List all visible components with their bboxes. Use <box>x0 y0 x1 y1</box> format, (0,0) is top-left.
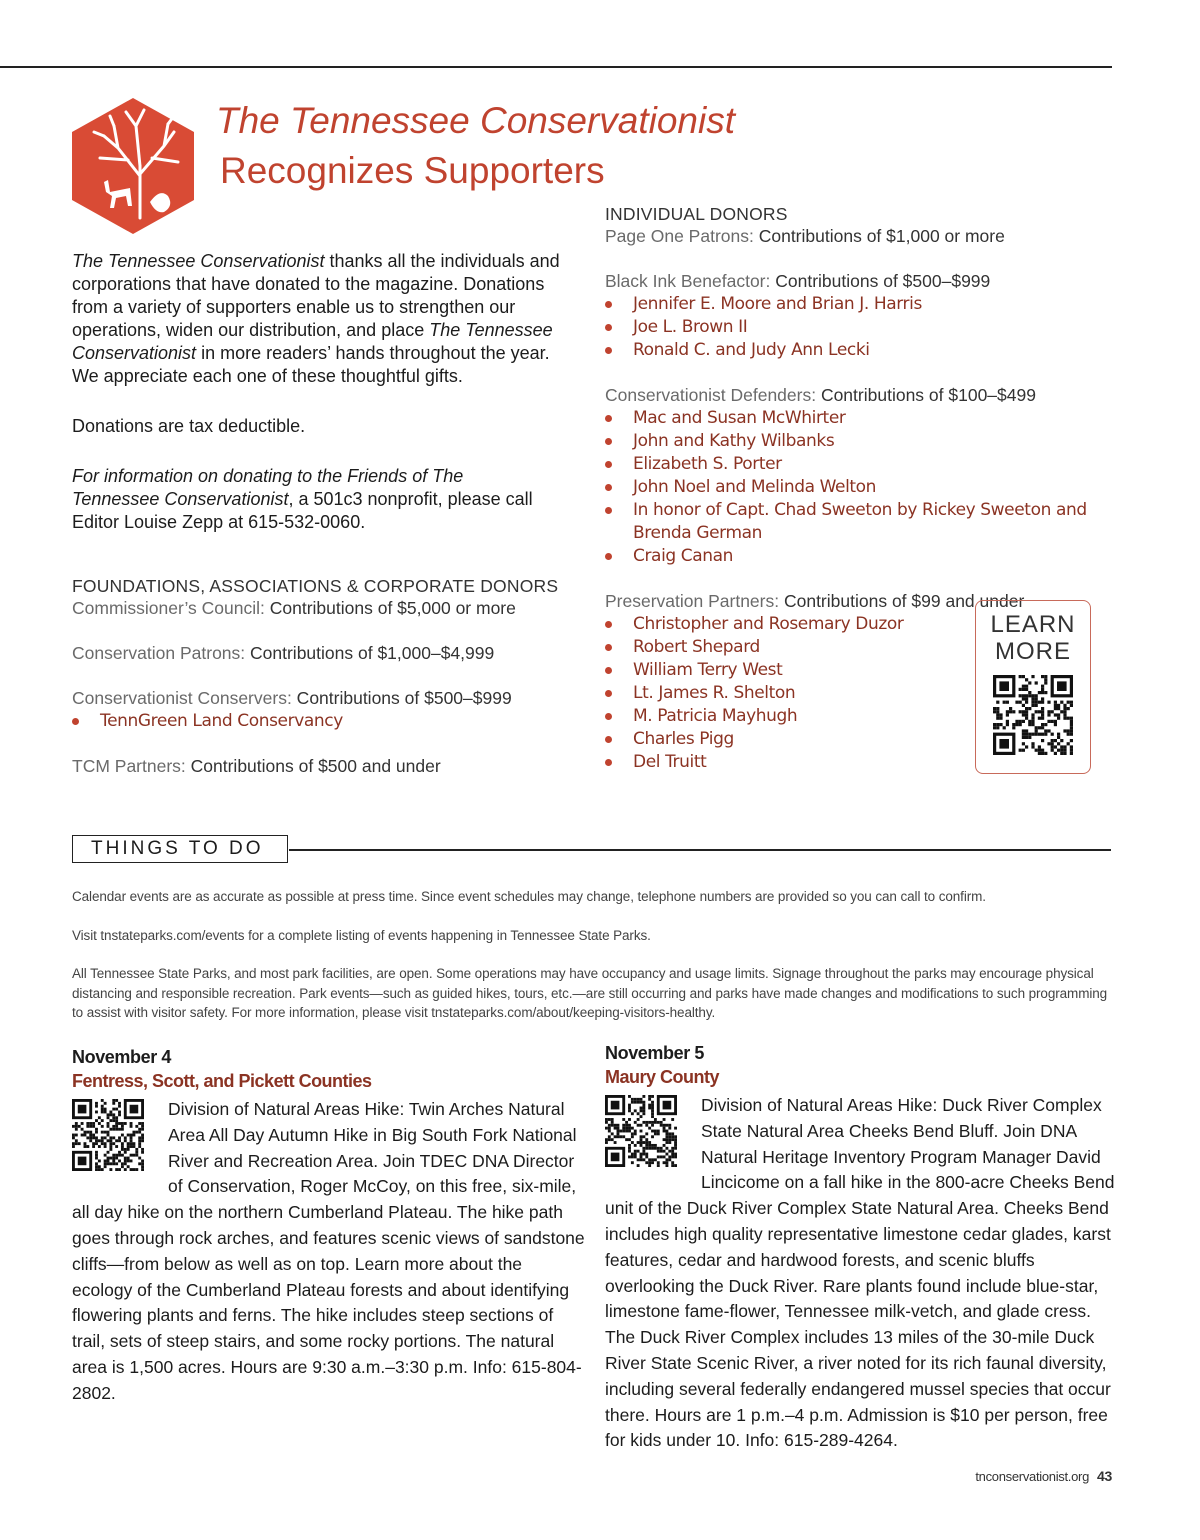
intro-paragraph-1 <box>72 250 567 388</box>
donor-list <box>605 407 1100 568</box>
page-footer <box>940 1468 1112 1484</box>
tier-description: Contributions of $1,000 or more <box>753 226 1005 246</box>
individuals-tier <box>605 270 1100 362</box>
donor-name: Jennifer E. Moore and Brian J. Harris <box>605 293 1100 316</box>
intro-paragraph-3 <box>72 465 567 534</box>
individuals-tier <box>605 384 1100 568</box>
tier-description: Contributions of $99 and under <box>779 591 1025 611</box>
donor-name: Elizabeth S. Porter <box>605 453 1100 476</box>
magazine-name-2: The Tennessee Conservationist <box>72 320 553 363</box>
foundations-tiers <box>72 597 572 778</box>
foundations-tier <box>72 642 572 665</box>
tier-heading <box>72 755 572 778</box>
tier-name: Conservation Patrons: <box>72 643 246 663</box>
donor-name: Mac and Susan McWhirter <box>605 407 1100 430</box>
donor-name: Joe L. Brown II <box>605 316 1100 339</box>
calendar-notes <box>72 887 1112 1042</box>
event-description: Division of Natural Areas Hike: Twin Arches Natural Area All Day Autumn Hike in Big South Fork National River and Recreation Area. Join TDEC DNA Director of Conservation, Roger McCoy, on this free, six-mile, all day hike on the northern Cumberland Plateau. The hike path goes through rock arches, and features scenic views of sandstone cliffs—from below as well as on top. Learn more about the ecology of the Cumberland Plateau forests and about identifying flowering plants and ferns. The hike includes steep sections of trail, sets of steep stairs, and some rocky portions. The natural area is 1,500 acres. Hours are 9:30 a.m.–3:30 p.m. Info: 615-804-2802. <box>72 1099 585 1403</box>
intro-text-end: in more readers’ hands throughout the year. We appreciate each one of these thoughtful gifts. <box>72 343 550 386</box>
donor-name: John Noel and Melinda Welton <box>605 476 1100 499</box>
donor-name: Craig Canan <box>605 545 1100 568</box>
tier-description: Contributions of $5,000 or more <box>264 598 516 618</box>
learn-more-line-2: MORE <box>995 638 1071 665</box>
donor-name: TennGreen Land Conservancy <box>72 710 572 733</box>
footer-site: tnconservationist.org <box>975 1469 1090 1484</box>
things-to-do-heading-box <box>72 835 288 863</box>
tier-heading <box>605 384 1100 407</box>
tier-description: Contributions of $500 and under <box>185 756 441 776</box>
donor-name: M. Patricia Mayhugh <box>605 705 1100 728</box>
learn-more-line-1: LEARN <box>990 611 1076 638</box>
top-rule <box>0 66 1112 68</box>
tier-name: Conservationist Conservers: <box>72 688 292 708</box>
event-description: Division of Natural Areas Hike: Duck River Complex State Natural Area Cheeks Bend Bluff. Join DNA Natural Heritage Inventory Program Manager David Lincicome on a fall hike in the 800-acre Cheeks Bend unit of the Duck River Complex State Natural Area. Cheeks Bend includes high quality representative limestone cedar glades, karst features, cedar and hardwood forests, and scenic bluffs overlooking the Duck River. Rare plants found include blue-star, limestone fame-flower, Tennessee milk-vetch, and glade cress. The Duck River Complex includes 13 miles of the 30-mile Duck River State Scenic River, a river noted for its rich faunal diversity, including several federally endangered mussel species that occur there. Hours are 1 p.m.–4 p.m. Admission is $10 per person, free for kids under 10. Info: 615-289-4264. <box>605 1095 1115 1451</box>
intro-text-span: thanks all the individuals and corporations that have donated to the magazine. Donations from a variety of supporters enable us to strengthen our operations, widen our distribution, and place <box>72 251 560 340</box>
tier-name: Preservation Partners: <box>605 591 780 611</box>
qr-code-icon[interactable] <box>993 675 1073 755</box>
foundations-tier <box>72 597 572 620</box>
donor-name: Robert Shepard <box>605 636 1100 659</box>
learn-more-box[interactable] <box>975 600 1091 774</box>
intro-paragraph-2: Donations are tax deductible. <box>72 416 306 436</box>
tier-name: Page One Patrons: <box>605 226 754 246</box>
tier-name: Black Ink Benefactor: <box>605 271 771 291</box>
qr-code-icon[interactable] <box>605 1095 677 1167</box>
tier-name: TCM Partners: <box>72 756 186 776</box>
title-line-2: Recognizes Supporters <box>220 150 605 191</box>
calendar-note-3: All Tennessee State Parks, and most park facilities, are open. Some operations may have occupancy and usage limits. Signage throughout the parks may encourage physical distancing and responsible recreation. Park events—such as guided hikes, tours, etc.—are still occurring and parks have made changes and modifications to such programming to assist with visitor safety. For more information, please visit tnstateparks.com/about/keeping-visitors-healthy. <box>72 966 1108 1020</box>
event-date: November 5 <box>605 1043 705 1063</box>
donor-name: Christopher and Rosemary Duzor <box>605 613 1100 636</box>
event-november-5 <box>605 1041 1120 1454</box>
things-to-do-rule <box>289 849 1111 851</box>
event-body <box>72 1097 587 1407</box>
donate-info-italic-a: For information on donating to the Friends of The <box>72 466 464 486</box>
foundations-tier <box>72 687 572 733</box>
event-date: November 4 <box>72 1047 172 1067</box>
qr-code-icon[interactable] <box>72 1099 144 1171</box>
foundations-section <box>72 576 572 800</box>
donor-name: Lt. James R. Shelton <box>605 682 1100 705</box>
donor-list <box>605 293 1100 362</box>
tier-heading <box>605 225 1100 248</box>
event-location: Maury County <box>605 1067 720 1087</box>
donate-info-italic-b: Tennessee Conservationist <box>72 489 289 509</box>
things-to-do-heading: THINGS TO DO <box>91 838 264 859</box>
tier-name: Conservationist Defenders: <box>605 385 817 405</box>
intro-text <box>72 250 567 534</box>
tier-heading <box>72 597 572 620</box>
donor-list <box>72 710 572 733</box>
calendar-note-2: Visit tnstateparks.com/events for a complete listing of events happening in Tennessee State Parks. <box>72 927 651 943</box>
event-location: Fentress, Scott, and Pickett Counties <box>72 1071 372 1091</box>
tier-description: Contributions of $1,000–$4,999 <box>245 643 495 663</box>
individuals-heading: INDIVIDUAL DONORS <box>605 204 788 224</box>
donor-name: Charles Pigg <box>605 728 1100 751</box>
tier-description: Contributions of $100–$499 <box>816 385 1036 405</box>
page-title <box>216 96 735 196</box>
donate-info-rest: , a 501c3 nonprofit, please call Editor Louise Zepp at 615-532-0060. <box>72 489 533 532</box>
event-november-4 <box>72 1045 587 1407</box>
tier-heading <box>72 642 572 665</box>
magazine-name: The Tennessee Conservationist <box>72 251 325 271</box>
individuals-tier <box>605 225 1100 248</box>
tier-heading <box>72 687 572 710</box>
title-line-1: The Tennessee Conservationist <box>216 100 735 141</box>
event-body <box>605 1093 1120 1454</box>
tier-heading <box>605 270 1100 293</box>
donor-name: Ronald C. and Judy Ann Lecki <box>605 339 1100 362</box>
donor-name: In honor of Capt. Chad Sweeton by Rickey Sweeton and Brenda German <box>605 499 1100 545</box>
tier-name: Commissioner’s Council: <box>72 598 265 618</box>
donor-name: John and Kathy Wilbanks <box>605 430 1100 453</box>
page-number: 43 <box>1097 1468 1112 1484</box>
tier-description: Contributions of $500–$999 <box>291 688 512 708</box>
tree-deer-logo-icon <box>70 96 196 236</box>
foundations-tier <box>72 755 572 778</box>
foundations-heading: FOUNDATIONS, ASSOCIATIONS & CORPORATE DONORS <box>72 576 559 596</box>
donor-name: Del Truitt <box>605 751 1100 774</box>
donor-name: William Terry West <box>605 659 1100 682</box>
tier-description: Contributions of $500–$999 <box>770 271 991 291</box>
calendar-note-1: Calendar events are as accurate as possible at press time. Since event schedules may change, telephone numbers are provided so you can call to confirm. <box>72 889 986 904</box>
